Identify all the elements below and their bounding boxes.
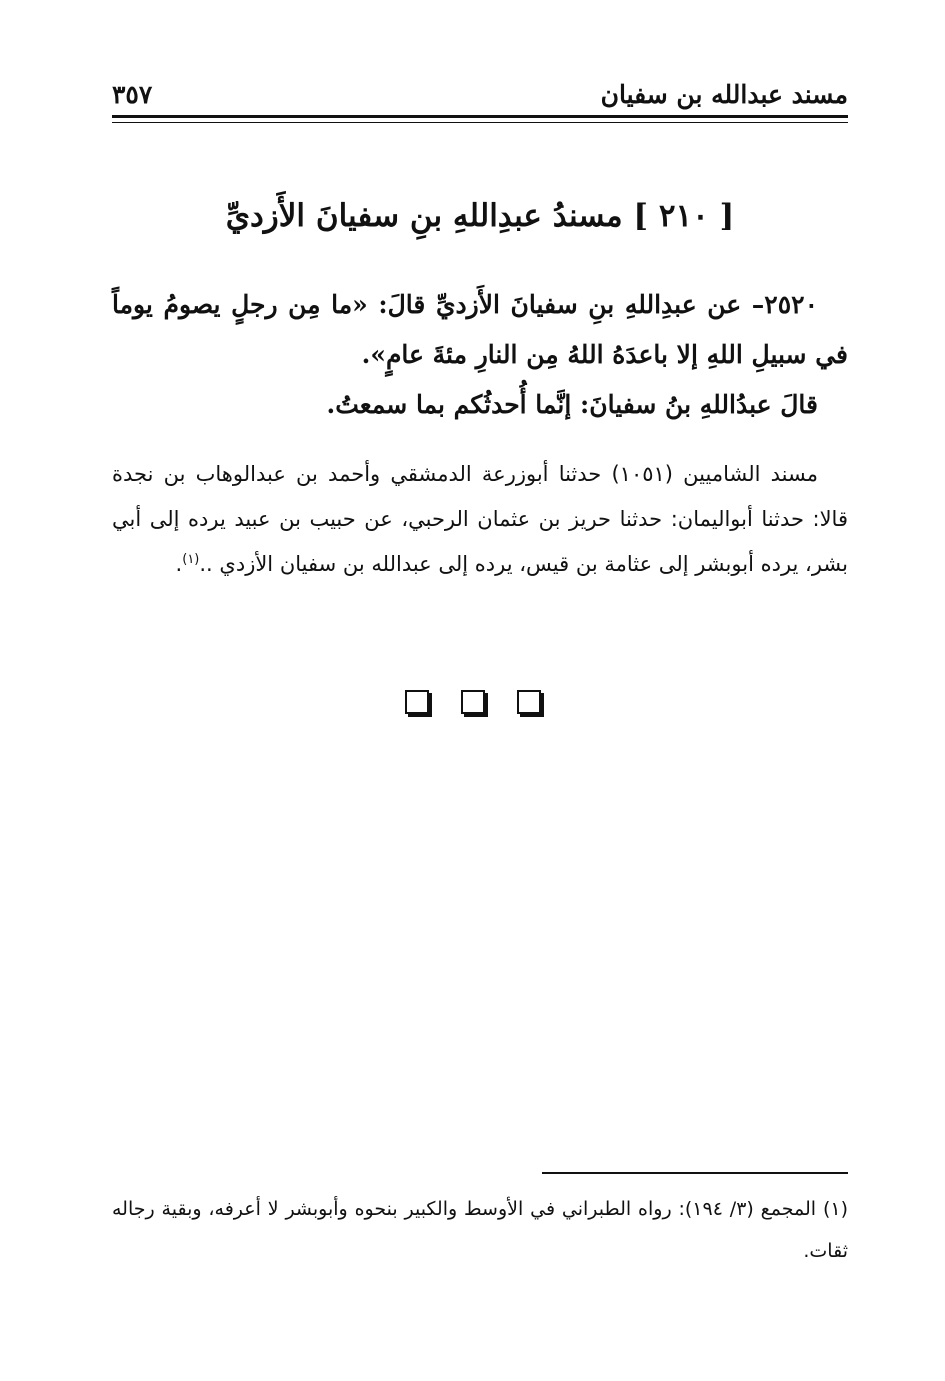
hadith-block [112, 280, 848, 430]
section-separator [0, 690, 945, 714]
source-text: مسند الشاميين (١٠٥١) حدثنا أبوزرعة الدمشقي وأحمد بن عبدالوهاب بن نجدة قالا: حدثنا أبواليمان: حدثنا حريز بن عثمان الرحبي، عن حبيب بن عبيد يرده إلى أبي بشر، يرده أبوبشر إلى عثامة بن قيس، يرده إلى عبدالله بن سفيان الأزدي .. [112, 462, 848, 576]
footnote: (١) المجمع (٣/ ١٩٤): رواه الطبراني في الأوسط والكبير بنحوه وأبوبشر لا أعرفه، وبقية رجاله ثقات. [112, 1198, 848, 1262]
hadith-number: ٢٥٢٠ [764, 290, 818, 319]
section-heading: [ ٢١٠ ] مسندُ عبدِاللهِ بنِ سفيانَ الأَزديِّ [225, 198, 735, 234]
separator-box-icon [517, 690, 541, 714]
header-rule-thin [112, 122, 848, 123]
page-number: ٣٥٧ [112, 80, 153, 109]
source-paragraph [112, 452, 848, 587]
separator-box-icon [461, 690, 485, 714]
hadith-quote: قالَ عبدُاللهِ بنُ سفيانَ: إنَّما أُحدثُكم بما سمعتُ. [326, 390, 818, 419]
source-end: . [175, 552, 183, 576]
footnote-reference: (١) [182, 552, 200, 567]
running-header [112, 74, 848, 120]
hadith-text-paragraph [112, 280, 848, 380]
header-rule-thick [112, 115, 848, 118]
footnote-rule [542, 1172, 848, 1174]
hadith-text: – عن عبدِاللهِ بنِ سفيانَ الأَزديِّ قالَ: «ما مِن رجلٍ يصومُ يوماً في سبيلِ اللهِ إلا باعدَهُ اللهُ مِن النارِ مئةَ عامٍ». [112, 290, 848, 369]
separator-box-icon [405, 690, 429, 714]
running-title: مسند عبدالله بن سفيان [600, 80, 848, 109]
